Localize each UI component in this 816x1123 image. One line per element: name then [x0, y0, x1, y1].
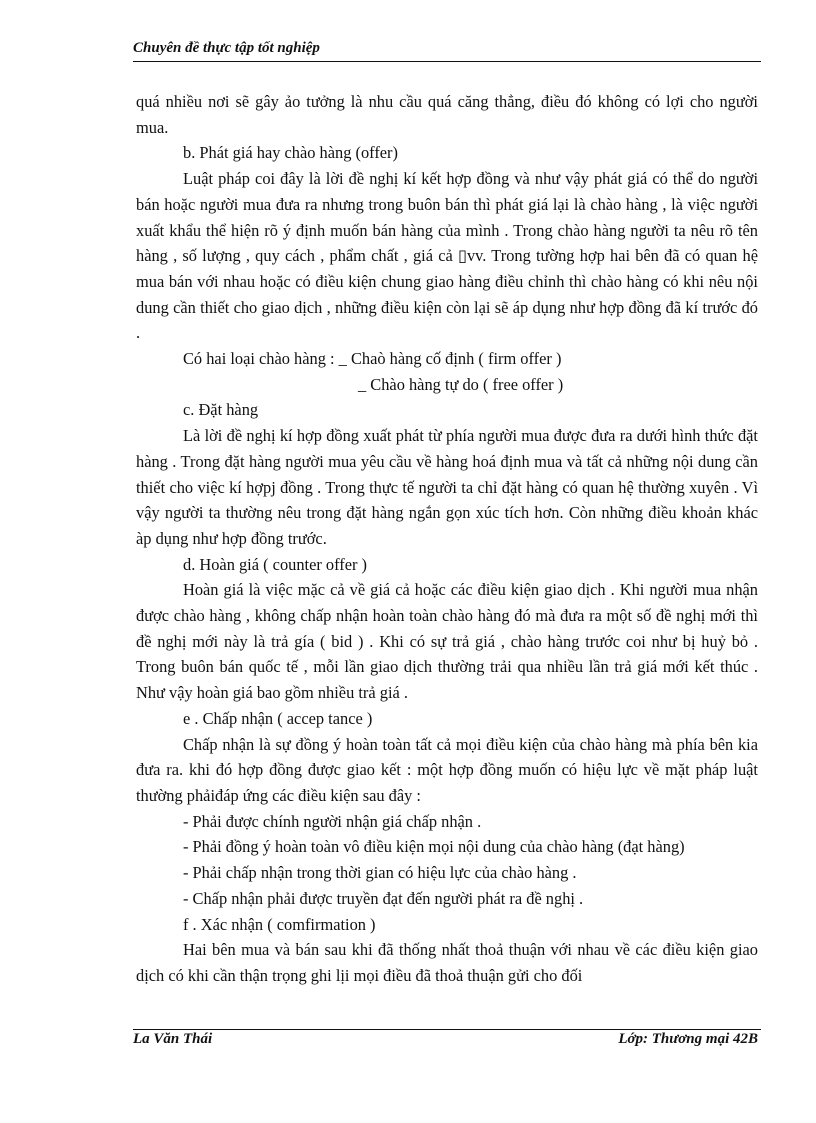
- paragraph: Chấp nhận là sự đồng ý hoàn toàn tất cả mọi điều kiện của chào hàng mà phía bên kia đưa ra. khi đó hợp đồng được giao kết : một hợp đồng muốn có hiệu lực về mặt pháp luật thường phảiđáp ứng các điều kiện sau đây :: [136, 734, 758, 805]
- section-heading: f . Xác nhận ( comfirmation ): [183, 914, 376, 934]
- list-item: - Phải được chính người nhận giá chấp nhận .: [183, 811, 482, 831]
- page-header-title: Chuyên đề thực tập tốt nghiệp: [133, 40, 320, 56]
- list-item: - Chấp nhận phải được truyền đạt đến người phát ra đề nghị .: [183, 888, 584, 908]
- paragraph: Hoàn giá là việc mặc cả về giá cả hoặc các điều kiện giao dịch . Khi người mua nhận được chào hàng , không chấp nhận hoàn toàn chào hàng đó mà đưa ra một số đề nghị mới thì đề nghị mới này là trả gía ( bid ) . Khi có sự trả giá , chào hàng trước coi như bị huỷ bỏ . Trong buôn bán quốc tế , mỗi lần giao dịch thường trải qua nhiều lần trả giá mới kết thúc . Như vậy hoàn giá bao gồm nhiều trả giá .: [136, 580, 758, 703]
- section-heading: e . Chấp nhận ( accep tance ): [183, 708, 373, 728]
- paragraph: Hai bên mua và bán sau khi đã thống nhất thoả thuận với nhau về các điều kiện giao dịch có khi cần thận trọng ghi lịi mọi điều đã thoả thuận gửi cho đối: [136, 940, 758, 985]
- paragraph: Luật pháp coi đây là lời đề nghị kí kết hợp đồng và như vậy phát giá có thể do người bán hoặc người mua đưa ra nhưng trong buôn bán thì phát giá lại là chào hàng , là việc người xuất khẩu thể hiện rõ ý định muốn bán hàng của mình . Trong chào hàng người ta nêu rõ tên hàng , số lượng , quy cách , phẩm chất , giá cả ▯vv. Trong tường hợp hai bên đã có quan hệ mua bán với nhau hoặc có điều kiện chung giao hàng điều chỉnh thì chào hàng có khi nêu nội dung cần thiết cho giao dịch , những điều kiện còn lại sẽ áp dụng như hợp đồng đã kí trước đó .: [136, 169, 758, 343]
- list-item: - Phải chấp nhận trong thời gian có hiệu lực của chào hàng .: [183, 863, 577, 883]
- document-body: [136, 89, 758, 989]
- footer-class: Lớp: Thương mại 42B: [618, 1031, 758, 1047]
- header-rule: [133, 61, 761, 62]
- paragraph: Có hai loại chào hàng : _ Chaò hàng cố định ( firm offer ): [183, 349, 562, 369]
- footer-rule: [133, 1029, 761, 1030]
- section-heading: d. Hoàn giá ( counter offer ): [183, 554, 368, 574]
- list-item: - Phải đồng ý hoàn toàn vô điều kiện mọi nội dung của chào hàng (đạt hàng): [183, 837, 685, 857]
- paragraph: _ Chào hàng tự do ( free offer ): [358, 374, 564, 394]
- paragraph: Là lời đề nghị kí hợp đồng xuất phát từ phía người mua được đưa ra dưới hình thức đặt hàng . Trong đặt hàng người mua yêu cầu về hàng hoá định mua và tất cả những nội dung cần thiết cho việc kí hợpj đồng . Trong thực tế người ta chỉ đặt hàng có quan hệ thường xuyên . Vì vậy người ta thường nêu trong đặt hàng ngắn gọn xúc tích hơn. Còn những điều khoản khác àp dụng như hợp đồng trước.: [136, 426, 758, 548]
- paragraph: quá nhiều nơi sẽ gây ảo tưởng là nhu cầu quá căng thẳng, điều đó không có lợi cho người mua.: [136, 92, 758, 137]
- section-heading: b. Phát giá hay chào hàng (offer): [183, 143, 398, 163]
- footer-author: La Văn Thái: [133, 1031, 213, 1047]
- section-heading: c. Đặt hàng: [183, 400, 259, 420]
